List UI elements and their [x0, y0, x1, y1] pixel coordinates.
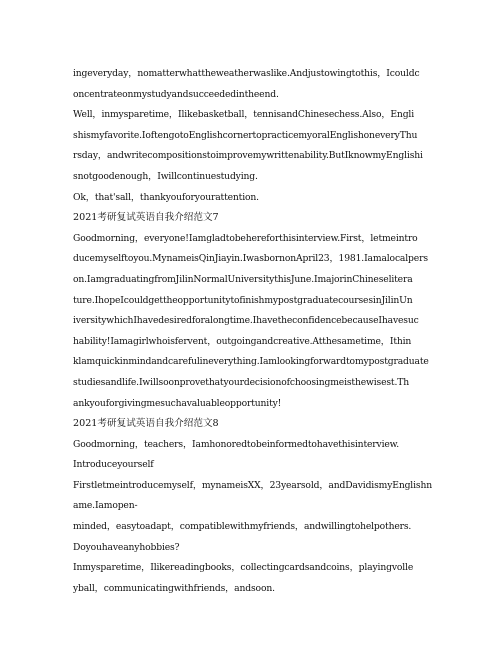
section-heading: 2021考研复试英语自我介绍范文7	[73, 212, 219, 224]
text-line: ame.Iamopen-	[73, 500, 138, 512]
text-line: minded，easytoadapt，compatiblewithmyfriends，andwillingtohelpothers.	[73, 521, 412, 533]
text-line: on.IamgraduatingfromJilinNormalUniversitythisJune.ImajorinChineselitera	[73, 273, 413, 285]
text-line: klamquickinmindandcarefulineverything.Iamlookingforwardtomypostgraduate	[73, 356, 429, 368]
section-heading: 2021考研复试英语自我介绍范文8	[73, 418, 219, 430]
text-line: hability!Iamagirlwhoisfervent，outgoingandcreative.Atthesametime，Ithin	[73, 335, 412, 347]
text-line: ingeveryday，nomatterwhattheweatherwaslike.Andjustowingtothis，Icouldc	[73, 68, 420, 79]
text-line: Goodmorning，teachers，Iamhonoredtobeinformedtohavethisinterview.	[73, 438, 400, 450]
text-line: studiesandlife.Iwillsoonprovethatyourdecisionofchoosingmeisthewisest.Th	[73, 376, 409, 388]
text-line: snotgoodenough，Iwillcontinuestudying.	[73, 170, 258, 182]
text-line: ture.IhopeIcouldgettheopportunitytofinishmypostgraduatecoursesinJilinUn	[73, 294, 413, 306]
text-line: Introduceyourself	[73, 459, 154, 471]
text-line: shismyfavorite.IoftengotoEnglishcornertopracticemyoralEnglishoneveryThu	[73, 129, 418, 141]
text-line: ducemyselftoyou.MynameisQinJiayin.IwasbornonApril23，1981.Iamalocalpers	[73, 253, 428, 265]
text-line: Inmysparetime，Ilikereadingbooks，collectingcardsandcoins，playingvolle	[73, 562, 414, 574]
text-line: ankyouforgivingmesuchavaluableopportunity!	[73, 397, 282, 409]
text-line: Well，inmysparetime，Ilikebasketball，tennisandChinesechess.Also，Engli	[73, 109, 414, 121]
document-body	[73, 64, 432, 599]
text-line: rsday，andwritecompositionstoimprovemywrittenability.ButIknowmyEnglishi	[73, 150, 423, 162]
text-line: Firstletmeintroducemyself，mynameisXX，23yearsold，andDavidismyEnglishn	[73, 479, 432, 491]
text-line: yball，communicatingwithfriends，andsoon.	[73, 582, 275, 594]
text-line: Ok，that'sall，thankyouforyourattention.	[73, 191, 259, 203]
text-line: Doyouhaveanyhobbies?	[73, 541, 180, 553]
text-line: oncentrateonmystudyandsucceededintheend.	[73, 88, 279, 100]
text-line: Goodmorning，everyone!Iamgladtobehereforthisinterview.First，letmeintro	[73, 232, 418, 244]
text-line: iversitywhichIhavedesiredforalongtime.IhavetheconfidencebecauseIhavesuc	[73, 315, 419, 327]
